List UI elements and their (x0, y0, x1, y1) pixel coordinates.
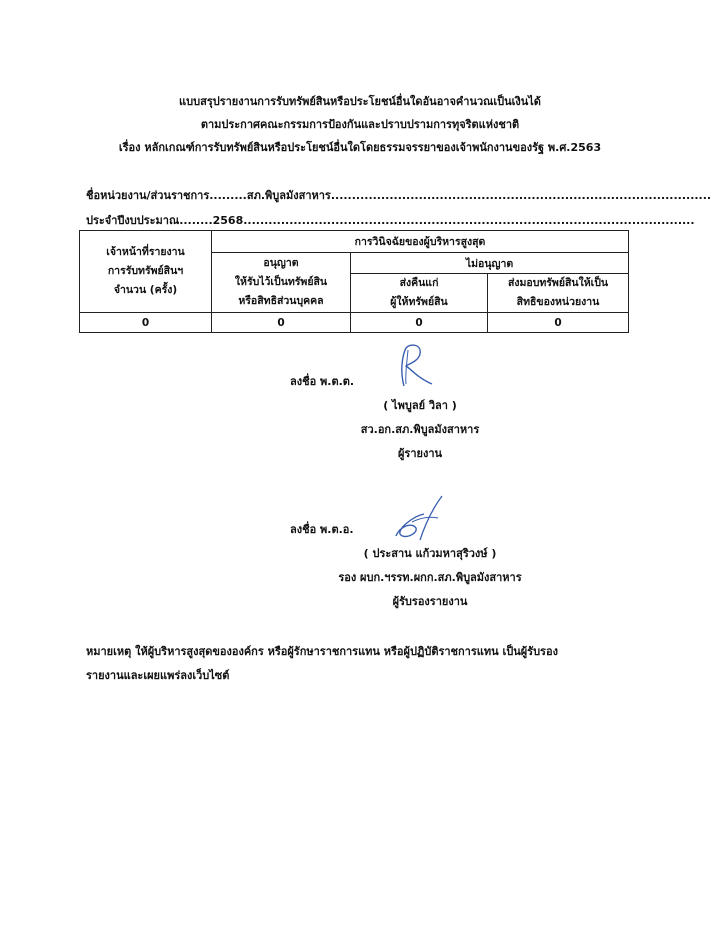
value-returned: 0 (351, 313, 488, 333)
deny-header: ไม่อนุญาต (351, 253, 629, 274)
header-line: ส่งคืนแก่ (399, 277, 439, 289)
value-allowed: 0 (212, 313, 351, 333)
value-handed-over: 0 (488, 313, 629, 333)
title-line-1: แบบสรุปรายงานการรับทรัพย์สินหรือประโยชน์อื่นใดอันอาจคำนวณเป็นเงินได้ (179, 95, 541, 108)
header-line: จำนวน (ครั้ง) (113, 284, 178, 296)
signature2-name: ( ประสาน แก้วมหาสุริวงษ์ ) (363, 547, 497, 560)
handover-header (488, 274, 629, 313)
signature1-label: ลงชื่อ พ.ต.ต. (290, 375, 355, 388)
header-line: หรือสิทธิส่วนบุคคล (238, 295, 324, 307)
header-line: ผู้ให้ทรัพย์สิน (390, 296, 448, 308)
report-title (60, 90, 660, 159)
signature1-position: สว.อก.สภ.พิบูลมังสาหาร (360, 423, 480, 436)
header-line: สิทธิของหน่วยงาน (516, 296, 600, 308)
header-line: ส่งมอบทรัพย์สินให้เป็น (507, 277, 609, 289)
note-line-2: รายงานและเผยแพร่ลงเว็บไซต์ (86, 669, 230, 682)
header-line: อนุญาต (263, 257, 299, 269)
remark-note (86, 640, 646, 688)
header-line: ให้รับไว้เป็นทรัพย์สิน (234, 276, 328, 288)
report-table (79, 230, 629, 333)
signature2-role: ผู้รับรองรายงาน (392, 595, 468, 608)
allow-header (212, 253, 351, 313)
header-line: การรับทรัพย์สินฯ (107, 265, 184, 277)
return-header (351, 274, 488, 313)
col-reports-count-header (80, 231, 212, 313)
agency-line: ชื่อหน่วยงาน/ส่วนราชการ.........สภ.พิบูลมังสาหาร........................................................................................... (86, 189, 712, 202)
value-reports: 0 (80, 313, 212, 333)
signature1-image (388, 342, 438, 392)
fiscal-year-line: ประจำปีงบประมาณ........2568............................................................................................................ (86, 214, 695, 227)
header-line: เจ้าหน้าที่รายงาน (106, 246, 185, 258)
note-line-1: หมายเหตุ ให้ผู้บริหารสูงสุดขององค์กร หรือผู้รักษาราชการแทน หรือผู้ปฏิบัติราชการแทน เป็นผู้รับรอง (86, 645, 558, 658)
signature2-position: รอง ผบก.ฯรรท.ผกก.สภ.พิบูลมังสาหาร (338, 571, 522, 584)
signature2-label: ลงชื่อ พ.ต.อ. (290, 523, 354, 536)
signature1-role: ผู้รายงาน (397, 447, 443, 460)
title-line-2: ตามประกาศคณะกรรมการป้องกันและปราบปรามการทุจริตแห่งชาติ (200, 118, 520, 131)
title-line-3: เรื่อง หลักเกณฑ์การรับทรัพย์สินหรือประโยชน์อื่นใดโดยธรรมจรรยาของเจ้าพนักงานของรัฐ พ.ศ.2563 (118, 141, 602, 154)
signature1-name: ( ไพบูลย์ วิลา ) (383, 399, 457, 412)
decision-header: การวินิจฉัยของผู้บริหารสูงสุด (212, 231, 629, 253)
signature2-image (390, 492, 450, 544)
